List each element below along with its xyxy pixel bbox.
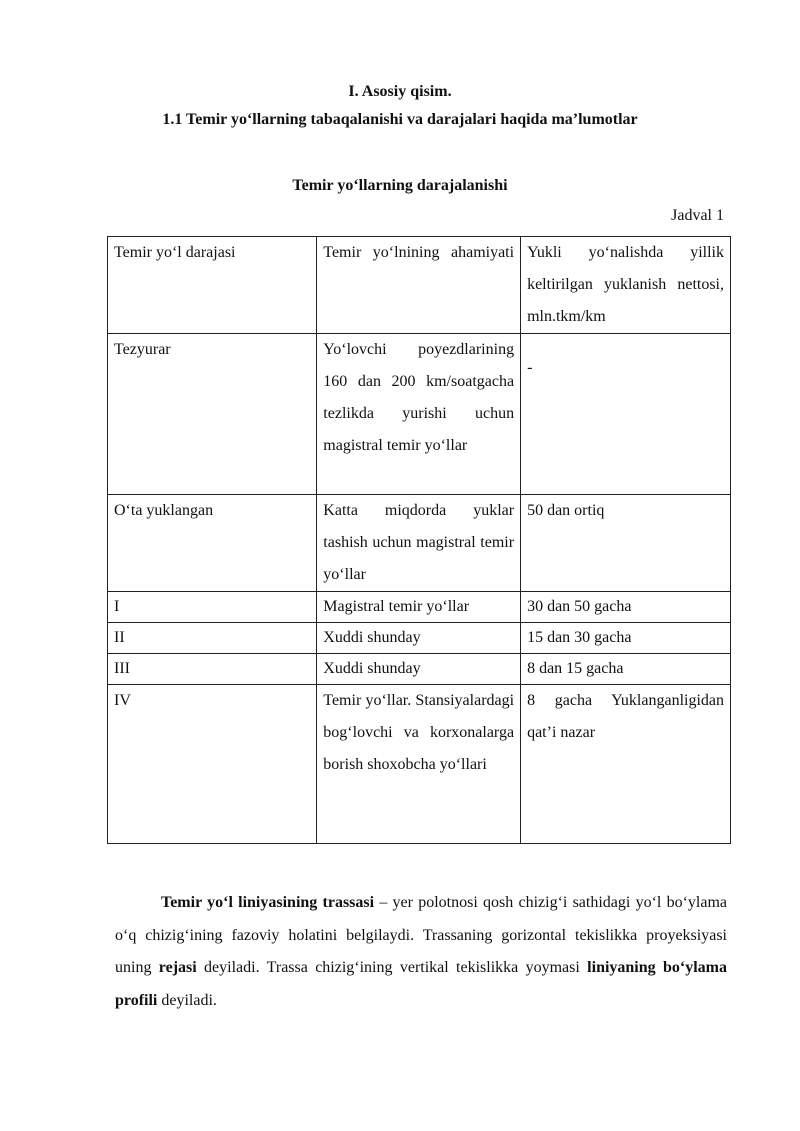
table-row bbox=[108, 685, 731, 844]
cell-grade: II bbox=[108, 623, 317, 654]
table-title: Temir yo‘llarning darajalanishi bbox=[292, 177, 508, 194]
cell-load-value: - bbox=[527, 359, 533, 376]
body-paragraph bbox=[115, 887, 727, 1017]
term-profile: liniyaning bo‘ylama profili bbox=[115, 959, 727, 1009]
term-reja: rejasi bbox=[158, 959, 197, 976]
table-row bbox=[108, 495, 731, 592]
header-cell-purpose: Temir yo‘lnining ahamiyati bbox=[317, 237, 521, 334]
cell-load: 8 gacha Yuklanganligidan qat’i nazar bbox=[521, 685, 731, 844]
cell-grade: I bbox=[108, 592, 317, 623]
cell-grade: IV bbox=[108, 685, 317, 844]
header-cell-grade: Temir yo‘l darajasi bbox=[108, 237, 317, 334]
cell-purpose: Xuddi shunday bbox=[317, 654, 521, 685]
table-label: Jadval 1 bbox=[671, 207, 724, 224]
cell-load: 15 dan 30 gacha bbox=[521, 623, 731, 654]
paragraph-text: – yer polotnosi qosh chizig‘i sathidagi yo‘l bo‘ylama o‘q chizig‘ining fazoviy holatini belgilaydi. Trassaning gorizontal tekislikka proyeksiyasi uning bbox=[115, 894, 727, 976]
cell-load: 8 dan 15 gacha bbox=[521, 654, 731, 685]
cell-purpose: Temir yo‘llar. Stansiyalardagi bog‘lovchi va korxonalarga borish shoxobcha yo‘llari bbox=[317, 685, 521, 844]
cell-grade: O‘ta yuklangan bbox=[108, 495, 317, 592]
table-row bbox=[108, 654, 731, 685]
table-header-row bbox=[108, 237, 731, 334]
paragraph-text: deyiladi. bbox=[157, 991, 217, 1009]
section-title: I. Asosiy qisim. bbox=[348, 83, 452, 100]
paragraph-text: deyiladi. Trassa chizig‘ining vertikal tekislikka yoymasi bbox=[196, 959, 588, 976]
header-cell-load: Yukli yo‘nalishda yillik keltirilgan yuklanish nettosi, mln.tkm/km bbox=[521, 237, 731, 334]
cell-load: 30 dan 50 gacha bbox=[521, 592, 731, 623]
subsection-title: 1.1 Temir yo‘llarning tabaqalanishi va darajalari haqida ma’lumotlar bbox=[162, 111, 638, 128]
railway-grades-table bbox=[107, 236, 731, 844]
table-row bbox=[108, 592, 731, 623]
cell-grade: III bbox=[108, 654, 317, 685]
cell-purpose: Katta miqdorda yuklar tashish uchun magistral temir yo‘llar bbox=[317, 495, 521, 592]
cell-load: 50 dan ortiq bbox=[521, 495, 731, 592]
cell-purpose: Yo‘lovchi poyezdlarining 160 dan 200 km/soatgacha tezlikda yurishi uchun magistral temir yo‘llar bbox=[317, 334, 521, 495]
term-trassa: Temir yo‘l liniyasining trassasi bbox=[161, 894, 375, 911]
cell-purpose: Xuddi shunday bbox=[317, 623, 521, 654]
cell-grade: Tezyurar bbox=[108, 334, 317, 495]
table-row bbox=[108, 334, 731, 495]
table-row bbox=[108, 623, 731, 654]
cell-purpose: Magistral temir yo‘llar bbox=[317, 592, 521, 623]
cell-load bbox=[521, 334, 731, 495]
